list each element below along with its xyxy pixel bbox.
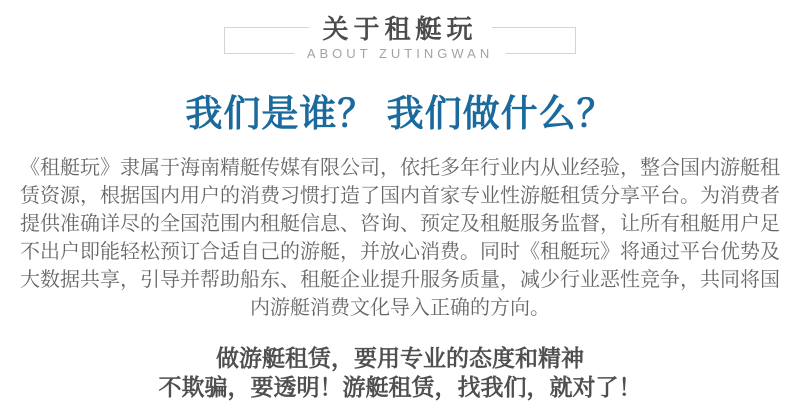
divider-line-right xyxy=(506,53,576,54)
header-subtitle-row xyxy=(224,44,576,62)
frame-left-edge xyxy=(224,27,225,53)
section-header-frame xyxy=(224,10,576,62)
section-subtitle: ABOUT ZUTINGWAN xyxy=(306,45,494,61)
divider-line-left xyxy=(224,53,294,54)
frame-right-edge xyxy=(575,27,576,53)
slogan-line: 不欺骗，要透明！游艇租赁，找我们，就对了！ xyxy=(158,374,642,400)
divider-line-left xyxy=(224,27,309,28)
slogan-block xyxy=(0,344,800,402)
paragraph-line: 不出户即能轻松预订合适自己的游艇，并放心消费。同时《租艇玩》将通过平台优势及 xyxy=(20,241,780,263)
header-title-row xyxy=(224,10,576,44)
divider-line-right xyxy=(492,27,577,28)
paragraph-line: 内游艇消费文化导入正确的方向。 xyxy=(250,297,550,319)
paragraph-line: 提供准确详尽的全国范围内租艇信息、咨询、预定及租艇服务监督，让所有租艇用户足 xyxy=(20,213,780,235)
section-title: 关于租艇玩 xyxy=(322,13,478,44)
paragraph-line: 大数据共享，引导并帮助船东、租艇企业提升服务质量，减少行业恶性竞争，共同将国 xyxy=(20,269,780,291)
about-paragraph xyxy=(0,154,800,322)
page-title: 我们是谁？ 我们做什么？ xyxy=(185,93,615,134)
paragraph-line: 赁资源，根据国内用户的消费习惯打造了国内首家专业性游艇租赁分享平台。为消费者 xyxy=(20,185,780,207)
paragraph-line: 《租艇玩》隶属于海南精艇传媒有限公司，依托多年行业内从业经验，整合国内游艇租 xyxy=(20,157,780,179)
slogan-line: 做游艇租赁，要用专业的态度和精神 xyxy=(216,345,584,371)
